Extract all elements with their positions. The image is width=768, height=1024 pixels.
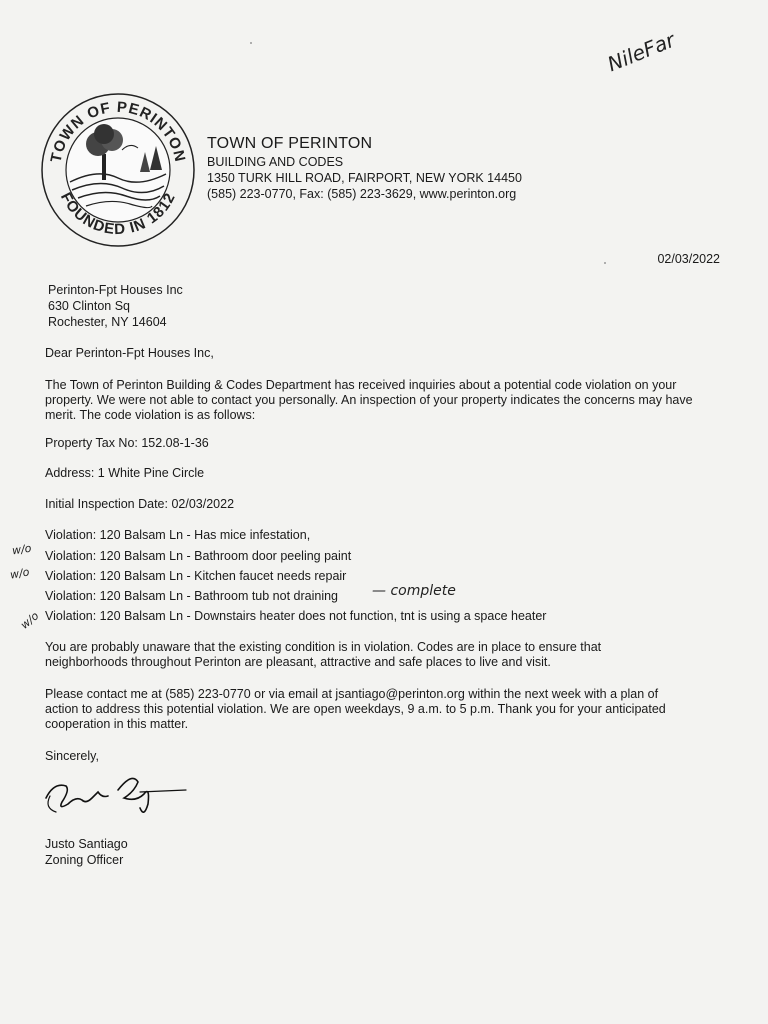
org-name: TOWN OF PERINTON xyxy=(207,135,373,152)
paragraph-line: Please contact me at (585) 223-0770 or via email at jsantiago@perinton.org within the next week with a plan of xyxy=(45,687,659,701)
recipient-block xyxy=(48,282,183,330)
complete-note: — complete xyxy=(372,583,456,599)
margin-note: w/o xyxy=(18,609,42,632)
intro-line: property. We were not able to contact you personally. An inspection of your property indicates the concerns may have xyxy=(45,393,693,407)
margin-note: w/o xyxy=(9,565,31,582)
violation-item: Violation: 120 Balsam Ln - Bathroom door peeling paint xyxy=(45,549,352,563)
handwritten-header: NileFar xyxy=(604,27,679,77)
scan-speck xyxy=(250,42,252,44)
seal-bottom-text: FOUNDED IN 1812 xyxy=(56,189,180,239)
recipient-street: 630 Clinton Sq xyxy=(48,299,131,313)
scan-speck xyxy=(604,262,606,264)
paragraph-line: You are probably unaware that the existing condition is in violation. Codes are in place to ensure that xyxy=(45,640,602,654)
recipient-name: Perinton-Fpt Houses Inc xyxy=(48,283,183,297)
intro-line: The Town of Perinton Building & Codes Department has received inquiries about a potential code violation on your xyxy=(45,378,677,392)
signature-icon xyxy=(40,768,190,823)
org-address: 1350 TURK HILL ROAD, FAIRPORT, NEW YORK 14450 xyxy=(207,171,522,185)
letter-date: 02/03/2022 xyxy=(657,252,720,266)
property-tax-no: Property Tax No: 152.08-1-36 xyxy=(45,436,209,450)
paragraph-line: action to address this potential violation. We are open weekdays, 9 a.m. to 5 p.m. Thank you for your anticipated xyxy=(45,702,666,716)
violation-item: Violation: 120 Balsam Ln - Kitchen faucet needs repair xyxy=(45,569,347,583)
inspection-date: Initial Inspection Date: 02/03/2022 xyxy=(45,497,235,511)
violation-item: Violation: 120 Balsam Ln - Downstairs heater does not function, tnt is using a space heater xyxy=(45,609,547,623)
paragraph-unaware xyxy=(45,640,735,670)
signer-title: Zoning Officer xyxy=(45,853,124,867)
paragraph-line: cooperation in this matter. xyxy=(45,717,189,731)
signer-name: Justo Santiago xyxy=(45,837,128,851)
margin-note: w/o xyxy=(11,541,33,558)
violation-item: Violation: 120 Balsam Ln - Has mice infestation, xyxy=(45,528,311,542)
intro-line: merit. The code violation is as follows: xyxy=(45,408,256,422)
salutation: Dear Perinton-Fpt Houses Inc, xyxy=(45,346,214,360)
property-address: Address: 1 White Pine Circle xyxy=(45,466,205,480)
intro-paragraph xyxy=(45,378,735,423)
org-contact: (585) 223-0770, Fax: (585) 223-3629, www.perinton.org xyxy=(207,187,517,201)
paragraph-line: neighborhoods throughout Perinton are pleasant, attractive and safe places to live and visit. xyxy=(45,655,551,669)
recipient-city: Rochester, NY 14604 xyxy=(48,315,167,329)
paragraph-contact xyxy=(45,687,735,732)
seal-top-text: TOWN OF PERINTON xyxy=(47,98,189,164)
org-department: BUILDING AND CODES xyxy=(207,155,344,169)
violation-item: Violation: 120 Balsam Ln - Bathroom tub not draining xyxy=(45,589,339,603)
closing: Sincerely, xyxy=(45,749,99,763)
town-seal-icon xyxy=(38,90,198,250)
